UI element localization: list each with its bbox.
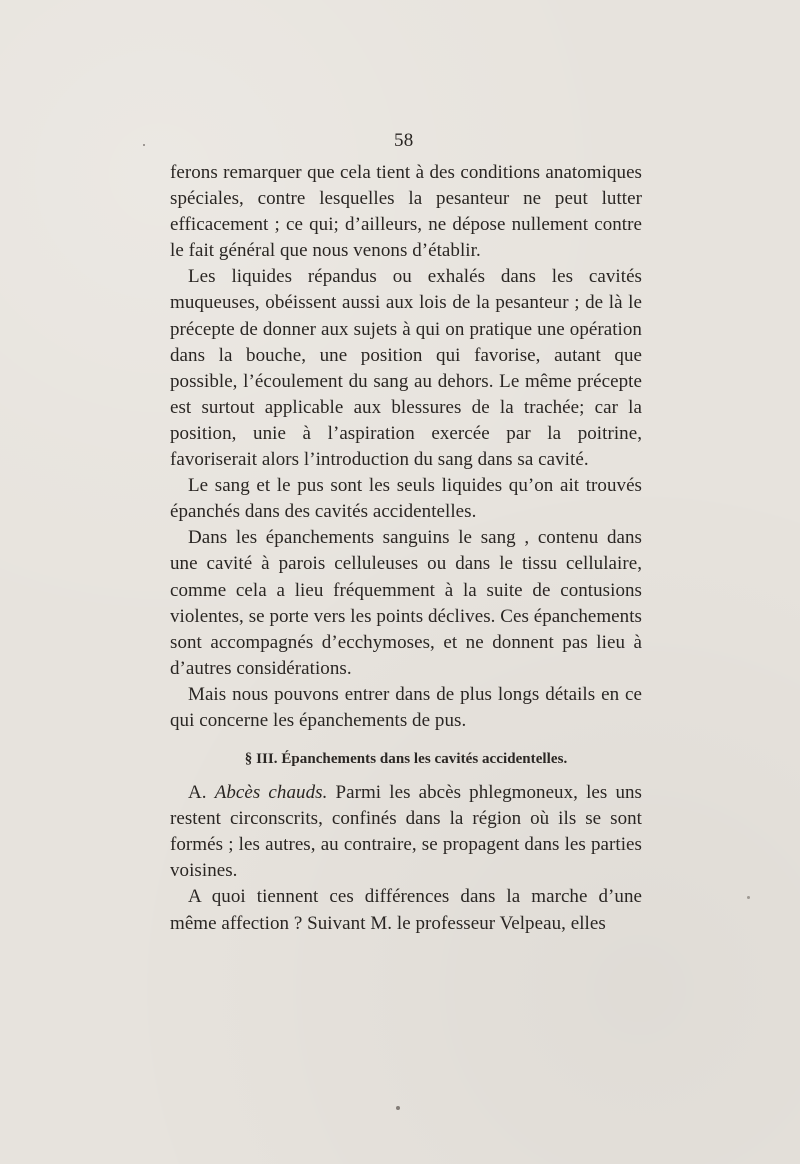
paper-speck-1	[396, 1106, 400, 1110]
page-number: 58	[394, 130, 414, 151]
page-text	[170, 160, 642, 937]
section-label: A.	[188, 782, 207, 804]
section-title-italic: Abcès chauds.	[214, 782, 328, 804]
paper-speck-2	[143, 144, 145, 146]
paragraph-5: Mais nous pouvons entrer dans de plus longs détails en ce qui concerne les épanchements de pus.	[170, 683, 642, 731]
paragraph-6	[170, 780, 642, 884]
section-heading: § III. Épanchements dans les cavités accidentelles.	[244, 751, 568, 768]
paper-speck-3	[747, 896, 750, 899]
paragraph-1: ferons remarquer que cela tient à des conditions anatomiques spéciales, contre lesquelles la pesanteur ne peut lutter efficacement ; ce qui; d’ailleurs, ne dépose nullement contre le fait général que nous venons d’établir.	[170, 162, 642, 262]
paragraph-6-text: Parmi les abcès phlegmoneux, les uns restent circonscrits, confinés dans la région où ils se sont formés ; les autres, au contraire, se propagent dans les parties voisines.	[170, 782, 642, 882]
paragraph-3: Le sang et le pus sont les seuls liquides qu’on ait trouvés épanchés dans des cavités accidentelles.	[170, 475, 642, 523]
paragraph-4: Dans les épanchements sanguins le sang , contenu dans une cavité à parois celluleuses ou dans le tissu cellulaire, comme cela a lieu fréquemment à la suite de contusions violentes, se porte vers les points déclives. Ces épanchements sont accompagnés d’ecchymoses, et ne donnent pas lieu à d’autres considérations.	[170, 527, 642, 679]
paragraph-7: A quoi tiennent ces différences dans la marche d’une même affection ? Suivant M. le professeur Velpeau, elles	[170, 886, 642, 934]
paragraph-2: Les liquides répandus ou exhalés dans les cavités muqueuses, obéissent aussi aux lois de la pesanteur ; de là le précepte de donner aux sujets à qui on pratique une opération dans la bouche, une position qui favorise, autant que possible, l’écoulement du sang au dehors. Le même précepte est surtout applicable aux blessures de la trachée; car la position, unie à l’aspiration exercée par la poitrine, favoriserait alors l’introduction du sang dans sa cavité.	[170, 266, 642, 471]
